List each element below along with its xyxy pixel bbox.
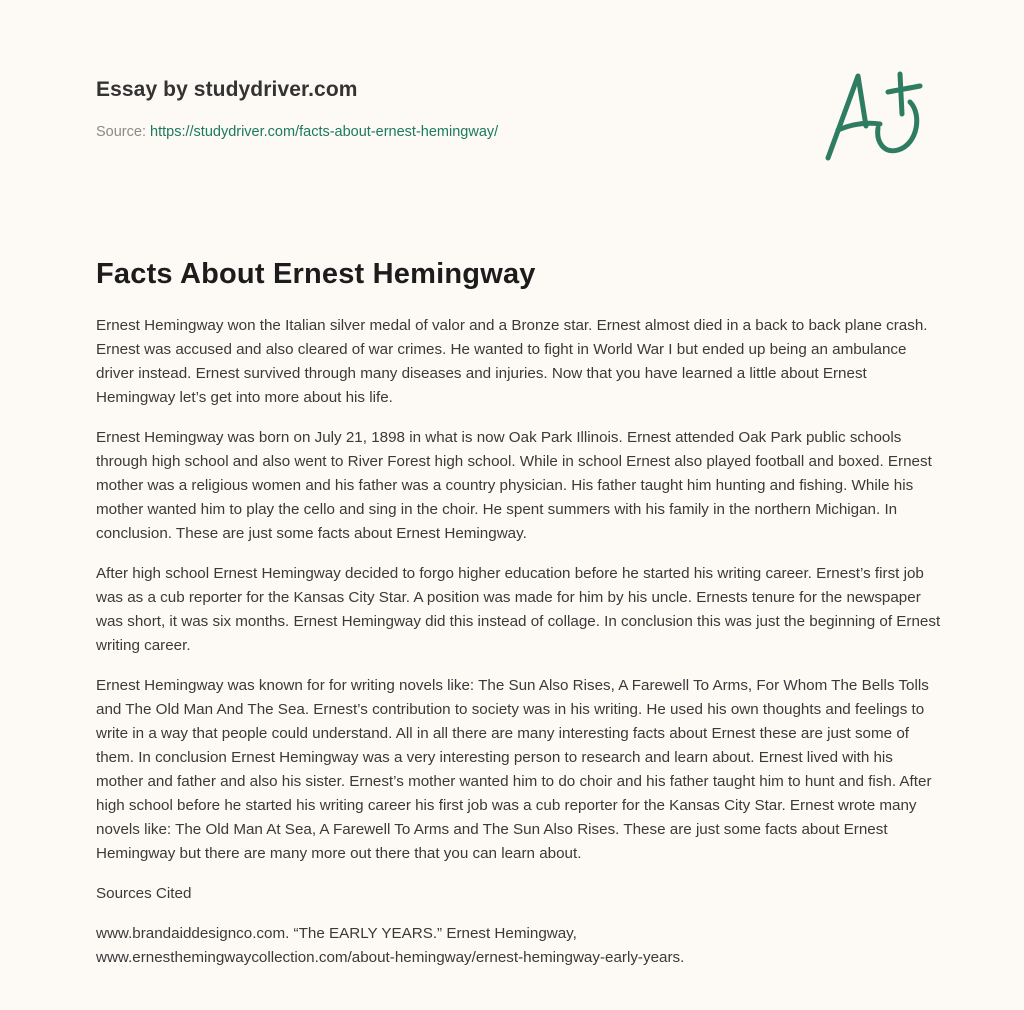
brand-title: Essay by studydriver.com bbox=[96, 78, 358, 101]
essay-paragraph: Ernest Hemingway was known for for writing novels like: The Sun Also Rises, A Farewell To Arms, For Whom The Bells Tolls and The Old Man And The Sea. Ernest’s contribution to society was in his writing. He used his own thoughts and feelings to write in a way that people could understand. All in all there are many interesting facts about Ernest these are just some of them. In conclusion Ernest Hemingway was a very interesting person to research and learn about. Ernest lived with his mother and father and also his sister. Ernest’s mother wanted him to do choir and his father taught him to hunt and fish. After high school before he started his writing career his first job was a cub reporter for the Kansas City Star. Ernest wrote many novels like: The Old Man At Sea, A Farewell To Arms and The Sun Also Rises. These are just some facts about Ernest Hemingway but there are many more out there that you can learn about. bbox=[96, 677, 932, 862]
essay-title: Facts About Ernest Hemingway bbox=[96, 258, 536, 290]
essay-paragraph: Ernest Hemingway was born on July 21, 1898 in what is now Oak Park Illinois. Ernest attended Oak Park public schools through high school and also went to River Forest high school. While in school Ernest also played football and boxed. Ernest mother was a religious women and his father was a country physician. His father taught him hunting and fishing. While his mother wanted him to play the cello and sing in the choir. He spent summers with his family in the northern Michigan. In conclusion. These are just some facts about Ernest Hemingway. bbox=[96, 429, 932, 542]
citation-line: www.brandaiddesignco.com. “The EARLY YEARS.” Ernest Hemingway, bbox=[96, 925, 577, 942]
citation bbox=[96, 922, 941, 970]
a-plus-grade-icon bbox=[818, 66, 930, 166]
source-label: Source: bbox=[96, 124, 146, 140]
sources-heading: Sources Cited bbox=[96, 885, 192, 902]
essay-paragraph: Ernest Hemingway won the Italian silver medal of valor and a Bronze star. Ernest almost died in a back to back plane crash. Ernest was accused and also cleared of war crimes. He wanted to fight in World War I but ended up being an ambulance driver instead. Ernest survived through many diseases and injuries. Now that you have learned a little about Ernest Hemingway let’s get into more about his life. bbox=[96, 317, 928, 406]
source-link[interactable]: https://studydriver.com/facts-about-ernest-hemingway/ bbox=[150, 124, 499, 140]
citation-line: www.ernesthemingwaycollection.com/about-hemingway/ernest-hemingway-early-years. bbox=[96, 949, 685, 966]
essay-body bbox=[96, 314, 941, 970]
source-line bbox=[96, 122, 796, 142]
page-header bbox=[96, 76, 796, 142]
essay-paragraph: After high school Ernest Hemingway decided to forgo higher education before he started his writing career. Ernest’s first job was as a cub reporter for the Kansas City Star. A position was made for him by his uncle. Ernests tenure for the newspaper was short, it was six months. Ernest Hemingway did this instead of collage. In conclusion this was just the beginning of Ernest writing career. bbox=[96, 565, 941, 654]
